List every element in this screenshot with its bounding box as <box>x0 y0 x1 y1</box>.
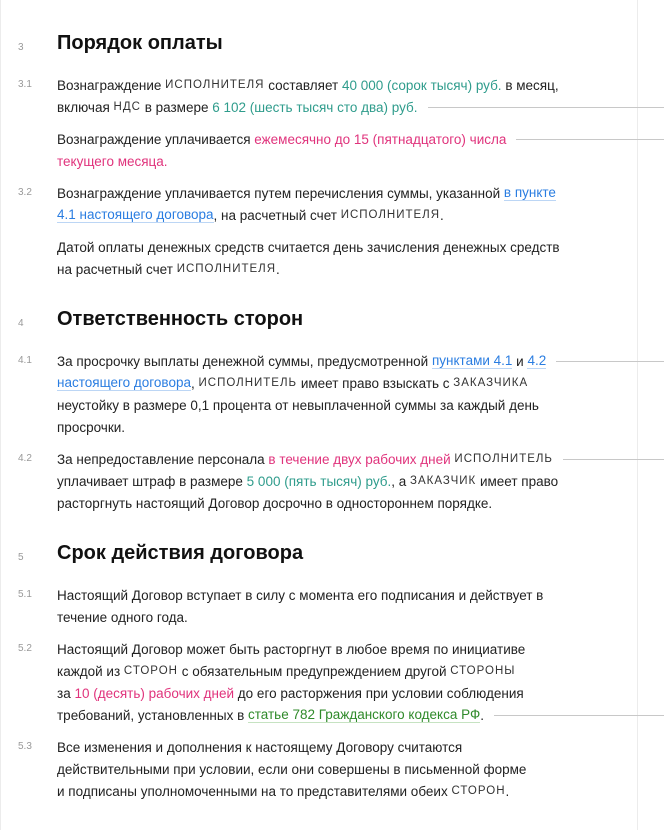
text-segment: расторгнуть настоящий Договор досрочно в одностороннем порядке. <box>57 495 493 511</box>
party-term: ИСПОЛНИТЕЛЬ <box>198 377 298 389</box>
text-segment: Датой оплаты денежных средств считается день зачисления денежных средств <box>57 239 560 255</box>
text-line <box>57 394 664 416</box>
text-segment: имеет право <box>476 473 559 489</box>
text-segment: в размере <box>140 99 213 115</box>
text-line <box>57 780 664 802</box>
text-segment: течение одного года. <box>57 609 188 625</box>
comment-connector-line <box>556 361 664 362</box>
text-line <box>57 96 664 118</box>
clause-number: 3.2 <box>18 187 32 198</box>
clause-number: 5.2 <box>18 643 32 654</box>
text-segment: , на расчетный счет <box>213 207 341 223</box>
text-line <box>57 182 664 204</box>
section-4 <box>0 308 664 514</box>
clause-paragraph <box>0 638 664 726</box>
text-segment: За непредоставление персонала <box>57 451 269 467</box>
section-heading <box>0 542 664 572</box>
clause-paragraph <box>0 350 664 438</box>
text-segment: до его расторжения при условии соблюдения <box>234 685 524 701</box>
text-segment: Вознаграждение уплачивается <box>57 131 255 147</box>
deadline-highlight: в течение двух рабочих дней <box>268 451 451 467</box>
clause-paragraph <box>0 128 664 172</box>
party-term: ИСПОЛНИТЕЛЯ <box>176 263 277 275</box>
party-term: ИСПОЛНИТЕЛЬ <box>454 453 553 465</box>
text-segment: составляет <box>264 77 342 93</box>
reference-link[interactable]: 4.2 <box>527 353 547 368</box>
text-segment: Настоящий Договор может быть расторгнут в любое время по инициативе <box>57 641 526 657</box>
clause-paragraph <box>0 74 664 118</box>
text-segment: неустойку в размере 0,1 процента от невыплаченной суммы за каждый день <box>57 397 539 413</box>
deadline-highlight: ежемесячно до 15 (пятнадцатого) числа <box>254 131 507 147</box>
comment-connector-line <box>494 715 664 716</box>
party-term: ИСПОЛНИТЕЛЯ <box>165 79 265 91</box>
clause-paragraph <box>0 736 664 802</box>
text-line <box>57 736 664 758</box>
clause-number: 4.1 <box>18 355 32 366</box>
party-term: СТОРОН <box>123 665 178 677</box>
text-line <box>57 584 664 606</box>
text-segment: за <box>57 685 75 701</box>
section-title: Порядок оплаты <box>57 32 223 54</box>
text-segment: . <box>480 707 484 723</box>
party-term: ИСПОЛНИТЕЛЯ <box>340 209 441 221</box>
party-term: ЗАКАЗЧИК <box>410 475 477 487</box>
text-segment: . <box>505 783 510 799</box>
clause-paragraph <box>0 182 664 226</box>
text-line <box>57 372 664 394</box>
text-segment: имеет право взыскать с <box>297 375 454 391</box>
text-segment: уплачивает штраф в размере <box>57 473 247 489</box>
section-heading <box>0 32 664 62</box>
reference-link[interactable]: пунктами 4.1 <box>431 353 513 368</box>
clause-number: 3.1 <box>18 79 32 90</box>
amount-highlight: 40 000 (сорок тысяч) руб. <box>341 77 502 93</box>
section-3 <box>0 32 664 280</box>
party-term: ЗАКАЗЧИКА <box>453 377 529 389</box>
text-segment: требований, установленных в <box>57 707 248 723</box>
section-heading <box>0 308 664 338</box>
reference-link[interactable]: 4.1 настоящего договора <box>57 207 214 222</box>
clause-number: 4.2 <box>18 453 32 464</box>
text-segment: Все изменения и дополнения к настоящему Договору считаются <box>57 739 463 755</box>
text-segment: Вознаграждение <box>57 77 166 93</box>
text-line <box>57 470 664 492</box>
text-line <box>57 682 664 704</box>
clause-paragraph <box>0 448 664 514</box>
party-term: СТОРОНЫ <box>450 665 516 677</box>
text-segment: За просрочку выплаты денежной суммы, предусмотренной <box>57 353 432 369</box>
text-line <box>57 448 664 470</box>
text-segment: и подписаны уполномоченными на то представителями обеих <box>57 783 452 799</box>
text-segment: на расчетный счет <box>57 261 177 277</box>
deadline-highlight: 10 (десять) рабочих дней <box>74 685 235 701</box>
deadline-highlight: текущего месяца. <box>57 153 168 169</box>
party-term: СТОРОН <box>451 785 506 797</box>
text-segment: каждой из <box>57 663 124 679</box>
text-line <box>57 204 664 226</box>
party-term: НДС <box>113 101 141 113</box>
text-line <box>57 660 664 682</box>
text-line <box>57 758 664 780</box>
text-line <box>57 236 664 258</box>
text-line <box>57 416 664 438</box>
section-number: 3 <box>18 42 24 53</box>
reference-link[interactable]: в пункте <box>503 185 556 200</box>
text-segment: . <box>440 207 444 223</box>
text-segment: Вознаграждение уплачивается путем перечисления суммы, указанной <box>57 185 504 201</box>
text-line <box>57 258 664 280</box>
section-5 <box>0 542 664 802</box>
text-line <box>57 606 664 628</box>
comment-connector-line <box>516 139 664 140</box>
reference-link[interactable]: настоящего договора <box>57 375 191 390</box>
clause-number: 5.3 <box>18 741 32 752</box>
text-segment: просрочки. <box>57 419 126 435</box>
section-number: 4 <box>18 318 24 329</box>
comment-connector-line <box>428 107 664 108</box>
text-segment: , а <box>391 473 411 489</box>
contract-document <box>0 32 664 812</box>
text-line <box>57 74 664 96</box>
text-segment: Настоящий Договор вступает в силу с момента его подписания и действует в <box>57 587 544 603</box>
text-segment: действительными при условии, если они совершены в письменной форме <box>57 761 527 777</box>
amount-highlight: 5 000 (пять тысяч) руб. <box>246 473 392 489</box>
text-line <box>57 350 664 372</box>
text-line <box>57 128 664 150</box>
clause-paragraph <box>0 236 664 280</box>
section-number: 5 <box>18 552 24 563</box>
text-line <box>57 704 664 726</box>
text-line <box>57 150 664 172</box>
text-segment: в месяц, <box>501 77 559 93</box>
text-line <box>57 638 664 660</box>
text-segment: . <box>276 261 280 277</box>
amount-highlight: 6 102 (шесть тысяч сто два) руб. <box>212 99 418 115</box>
text-segment: с обязательным предупреждением другой <box>177 663 451 679</box>
section-title: Ответственность сторон <box>57 308 304 330</box>
text-segment: и <box>512 353 528 369</box>
clause-paragraph <box>0 584 664 628</box>
text-segment: , <box>190 375 199 391</box>
text-segment: включая <box>57 99 114 115</box>
text-line <box>57 492 664 514</box>
clause-number: 5.1 <box>18 589 32 600</box>
reference-link[interactable]: статье 782 Гражданского кодекса РФ <box>248 707 481 722</box>
section-title: Срок действия договора <box>57 542 304 564</box>
comment-connector-line <box>563 459 664 460</box>
